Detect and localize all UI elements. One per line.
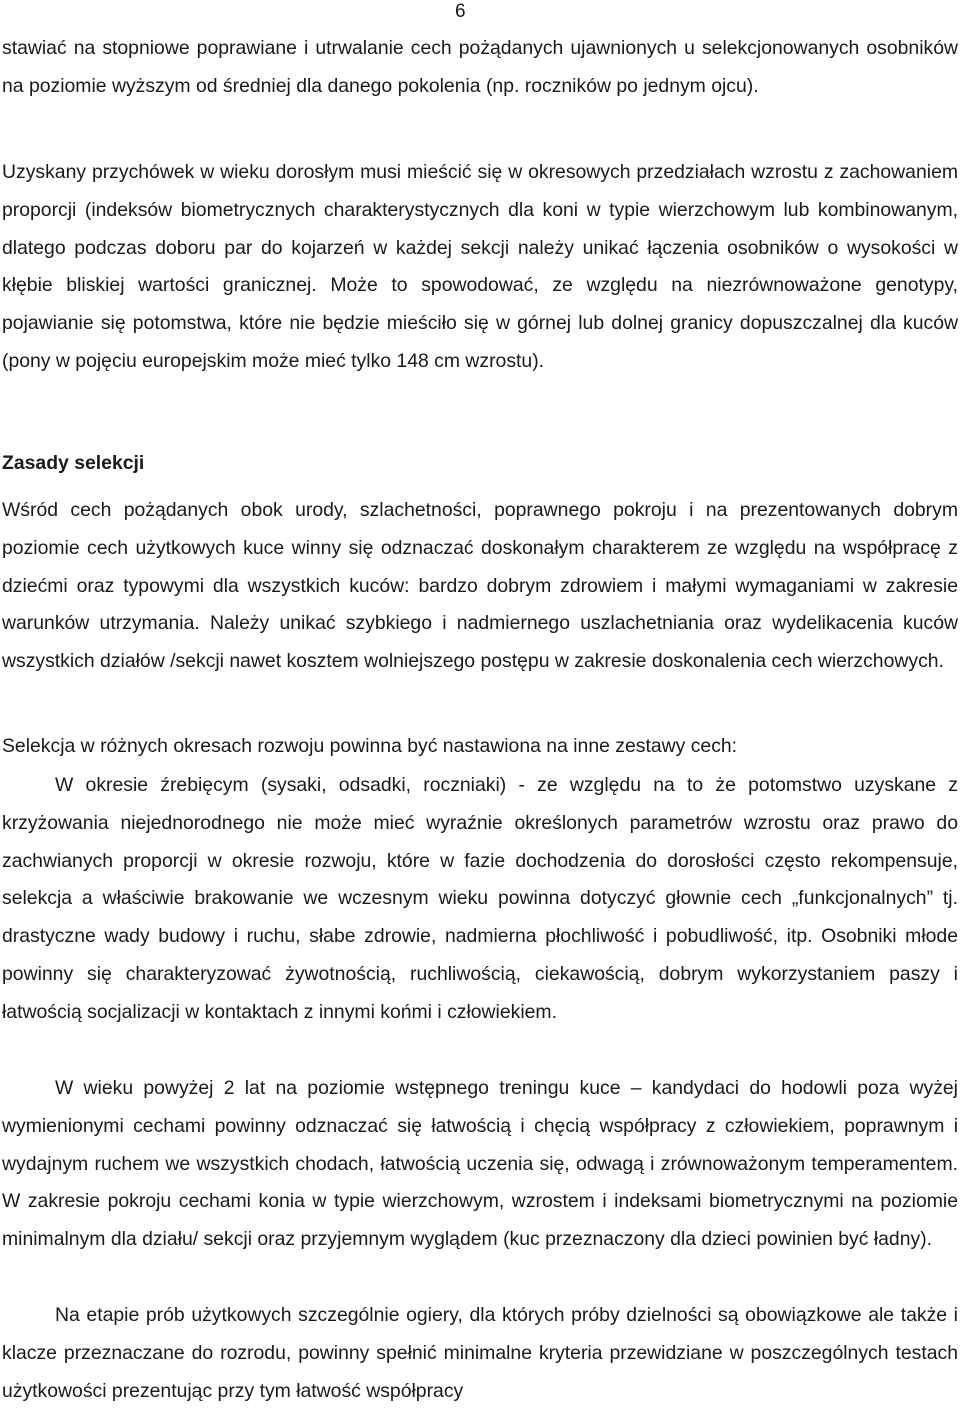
paragraph-5: W okresie źrebięcym (sysaki, odsadki, roczniaki) - ze względu na to że potomstwo uzyskane z krzyżowania niejednorodnego nie może mieć wyraźnie określonych parametrów wzrostu oraz prawo do zachwianych proporcji w okresie rozwoju, które w fazie dochodzenia do dorosłości często rekompensuje, selekcja a właściwie brakowanie we wczesnym wieku powinna dotyczyć głownie cech „funkcjonalnych” tj. drastyczne wady budowy i ruchu, słabe zdrowie, nadmierna płochliwość i pobudliwość, itp. Osobniki młode powinny się charakteryzować żywotnością, ruchliwością, ciekawością, dobrym wykorzystaniem paszy i łatwością socjalizacji w kontaktach z innymi końmi i człowiekiem. (2, 774, 958, 1023)
paragraph-6: W wieku powyżej 2 lat na poziomie wstępnego treningu kuce – kandydaci do hodowli poza wyżej wymienionymi cechami powinny odznaczać się łatwością i chęcią współpracy z człowiekiem, poprawnym i wydajnym ruchem we wszystkich chodach, łatwością uczenia się, odwagą i zrównoważonym temperamentem. W zakresie pokroju cechami konia w typie wierzchowym, wzrostem i indeksami biometrycznymi na poziomie minimalnym dla działu/ sekcji oraz przyjemnym wyglądem (kuc przeznaczony dla dzieci powinien być ładny). (2, 1077, 958, 1251)
paragraph-1: stawiać na stopniowe poprawiane i utrwalanie cech pożądanych ujawnionych u selekcjonowanych osobników na poziomie wyższym od średniej dla danego pokolenia (np. roczników po jednym ojcu). (2, 37, 958, 97)
paragraph-2: Uzyskany przychówek w wieku dorosłym musi mieścić się w okresowych przedziałach wzrostu z zachowaniem proporcji (indeksów biometrycznych charakterystycznych dla koni w typie wierzchowym lub kombinowanym, dlatego podczas doboru par do kojarzeń w każdej sekcji należy unikać łączenia osobników o wysokości w kłębie bliskiej wartości granicznej. Może to spowodować, ze względu na niezrównoważone genotypy, pojawianie się potomstwa, które nie będzie mieściło się w górnej lub dolnej granicy dopuszczalnej dla kuców (pony w pojęciu europejskim może mieć tylko 148 cm wzrostu). (2, 161, 958, 372)
paragraph-3: Wśród cech pożądanych obok urody, szlachetności, poprawnego pokroju i na prezentowanych dobrym poziomie cech użytkowych kuce winny się odznaczać doskonałym charakterem ze względu na współpracę z dziećmi oraz typowymi dla wszystkich kuców: bardzo dobrym zdrowiem i małymi wymaganiami w zakresie warunków utrzymania. Należy unikać szybkiego i nadmiernego uszlachetniania oraz wydelikacenia kuców wszystkich działów /sekcji nawet kosztem wolniejszego postępu w zakresie doskonalenia cech wierzchowych. (2, 499, 958, 673)
page-number: 6 (455, 1, 466, 22)
paragraph-4: Selekcja w różnych okresach rozwoju powinna być nastawiona na inne zestawy cech: (2, 735, 738, 757)
paragraph-7: Na etapie prób użytkowych szczególnie ogiery, dla których próby dzielności są obowiązkowe ale także i klacze przeznaczane do rozrodu, powinny spełnić minimalne kryteria przewidziane w poszczególnych testach użytkowości prezentując przy tym łatwość współpracy (2, 1304, 958, 1402)
section-heading: Zasady selekcji (2, 452, 145, 474)
